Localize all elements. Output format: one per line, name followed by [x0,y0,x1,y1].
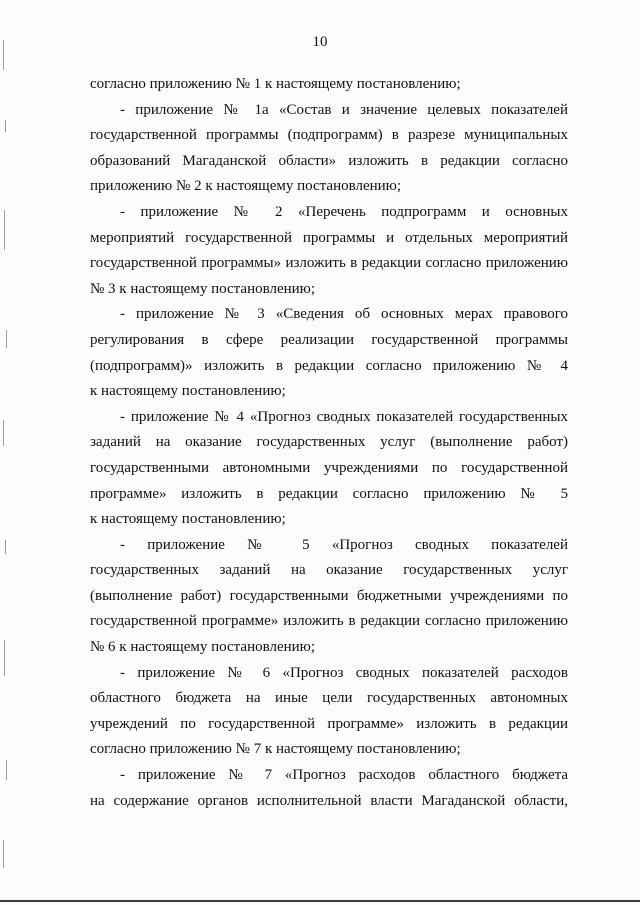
text-line: (выполнение работ) государственными бюджетными учреждениями по [90,587,568,604]
text-line: регулирования в сфере реализации государственной программы [90,331,568,348]
text-line: - приложение № 1а «Состав и значение целевых показателей [120,101,568,118]
text-line: - приложение № 5 «Прогноз сводных показателей [120,536,568,553]
text-line: № 3 к настоящему постановлению; [90,280,316,297]
text-line: согласно приложению № 1 к настоящему постановлению; [90,76,461,92]
text-line: программе» изложить в редакции согласно приложению № 5 [90,485,568,502]
text-line: - приложение № 7 «Прогноз расходов областного бюджета [120,767,568,784]
text-line: на содержание органов исполнительной власти Магаданской области, [90,792,568,809]
text-line: образований Магаданской области» изложить в редакции согласно [90,152,568,169]
text-line: к настоящему постановлению; [90,383,286,400]
text-line: областного бюджета на иные цели государственных автономных [90,690,568,707]
scan-edge-artifact [2,0,20,905]
text-line: государственной программы (подпрограмм) в разрезе муниципальных [90,127,568,144]
paragraph [90,302,568,404]
text-line: государственной программе» изложить в редакции согласно приложению [90,613,568,630]
text-line: согласно приложению № 7 к настоящему постановлению; [90,741,461,758]
text-line: к настоящему постановлению; [90,511,286,528]
text-line: государственной программы» изложить в редакции согласно приложению [90,255,568,272]
paragraph [90,72,568,98]
paragraph [90,533,568,661]
paragraph [90,661,568,763]
paragraph [90,405,568,533]
text-line: - приложение № 3 «Сведения об основных мерах правового [120,306,568,323]
text-line: - приложение № 4 «Прогноз сводных показателей государственных [120,408,568,425]
paragraph [90,763,568,814]
text-line: - приложение № 2 «Перечень подпрограмм и основных [120,203,568,220]
text-line: № 6 к настоящему постановлению; [90,639,316,656]
text-line: государственными автономными учреждениями по государственной [90,459,568,476]
paragraph [90,98,568,200]
text-line: - приложение № 6 «Прогноз сводных показателей расходов [120,664,568,681]
text-line: (подпрограмм)» изложить в редакции согласно приложению № 4 [90,357,568,374]
text-line: учреждений по государственной программе» изложить в редакции [90,715,568,732]
paragraph [90,200,568,302]
text-line: приложению № 2 к настоящему постановлению; [90,178,402,195]
text-line: мероприятий государственной программы и отдельных мероприятий [90,229,568,246]
page-number: 10 [312,34,328,50]
text-line: государственных заданий на оказание государственных услуг [90,562,568,579]
page-bottom-edge [0,900,640,902]
document-body [90,72,568,814]
text-line: заданий на оказание государственных услуг (выполнение работ) [90,434,568,451]
